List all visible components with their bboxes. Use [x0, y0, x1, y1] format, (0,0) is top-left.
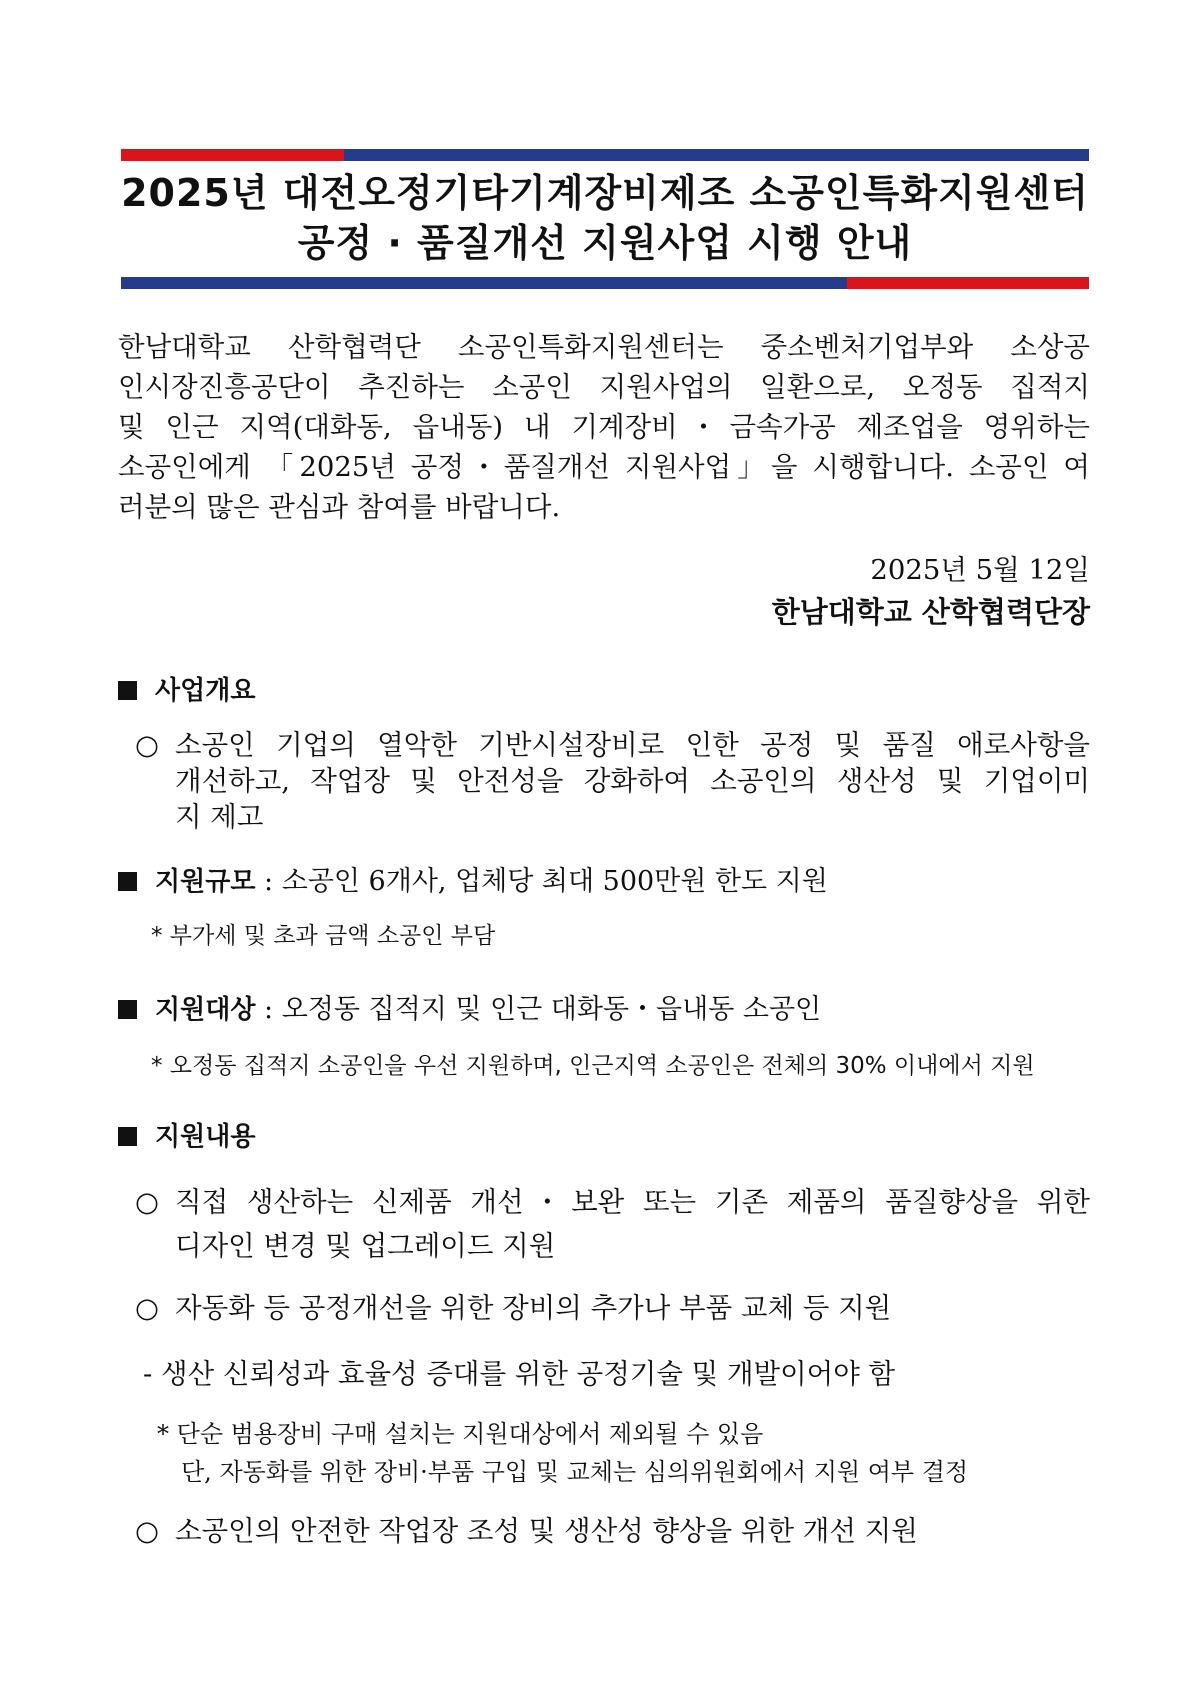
overview-line: 지 제고	[175, 801, 264, 833]
content-item-1	[135, 1180, 1090, 1268]
content-note-line-1: * 단순 범용장비 구매 설치는 지원대상에서 제외될 수 있음	[157, 1420, 764, 1448]
title-line-1: 2025년 대전오정기타기계장비제조 소공인특화지원센터	[121, 171, 1089, 215]
target-note: * 오정동 집적지 소공인을 우선 지원하며, 인근지역 소공인은 전체의 30% 이내에서 지원	[151, 1053, 1035, 1079]
issuer-signature: 한남대학교 산학협력단장	[771, 595, 1090, 629]
section-target-detail: : 오정동 집적지 및 인근 대화동・읍내동 소공인	[255, 994, 822, 1025]
content-item-1-line: 직접 생산하는 신제품 개선・보완 또는 기존 제품의 품질향상을 위한	[175, 1186, 1090, 1218]
square-bullet-icon	[118, 1127, 137, 1146]
title-line-2: 공정 · 품질개선 지원사업 시행 안내	[297, 221, 913, 265]
section-heading-text: 사업개요	[155, 676, 256, 706]
scale-note: * 부가세 및 초과 금액 소공인 부담	[151, 923, 496, 949]
title-top-bar-navy	[344, 149, 1089, 161]
circle-bullet-icon: ○	[135, 729, 159, 761]
overview-line: 소공인 기업의 열악한 기반시설장비로 인한 공정 및 품질 애로사항을	[175, 729, 1090, 761]
content-note-line-2: 단, 자동화를 위한 장비·부품 구입 및 교체는 심의위원회에서 지원 여부 결정	[181, 1458, 969, 1486]
section-heading-text: 지원내용	[155, 1122, 256, 1152]
title-bottom-bar	[121, 277, 1089, 289]
circle-bullet-icon: ○	[135, 1515, 159, 1547]
section-scale-heading	[118, 862, 828, 902]
section-overview-heading	[118, 671, 255, 711]
square-bullet-icon	[118, 1000, 137, 1019]
content-item-1-line: 디자인 변경 및 업그레이드 지원	[175, 1230, 556, 1262]
square-bullet-icon	[118, 872, 137, 891]
section-target-heading	[118, 990, 821, 1030]
intro-line: 러분의 많은 관심과 참여를 바랍니다.	[118, 491, 561, 523]
content-item-3	[135, 1513, 1090, 1549]
intro-line: 및 인근 지역(대화동, 읍내동) 내 기계장비・금속가공 제조업을 영위하는	[118, 411, 1090, 443]
intro-line: 소공인에게 「2025년 공정・품질개선 지원사업」을 시행합니다. 소공인 여	[118, 451, 1090, 483]
section-heading-text: 지원대상	[155, 995, 256, 1025]
circle-bullet-icon: ○	[135, 1186, 159, 1218]
section-scale-detail: : 소공인 6개사, 업체당 최대 500만원 한도 지원	[255, 866, 828, 897]
intro-line: 인시장진흥공단이 추진하는 소공인 지원사업의 일환으로, 오정동 집적지	[118, 371, 1090, 403]
content-item-2	[135, 1290, 1090, 1326]
title-bottom-bar-red	[847, 277, 1089, 289]
title-top-bar	[121, 149, 1089, 161]
content-item-3-text: 소공인의 안전한 작업장 조성 및 생산성 향상을 위한 개선 지원	[175, 1515, 918, 1547]
section-heading-text: 지원규모	[155, 867, 256, 897]
overview-bullet	[135, 727, 1090, 835]
title-top-bar-red	[121, 149, 344, 161]
page-title	[121, 168, 1089, 268]
issue-date: 2025년 5월 12일	[870, 554, 1090, 586]
title-bottom-bar-navy	[121, 277, 847, 289]
intro-line: 한남대학교 산학협력단 소공인특화지원센터는 중소벤처기업부와 소상공	[118, 331, 1090, 363]
square-bullet-icon	[118, 681, 137, 700]
content-dash-item: - 생산 신뢰성과 효율성 증대를 위한 공정기술 및 개발이어야 함	[143, 1358, 896, 1390]
section-content-heading	[118, 1117, 255, 1157]
content-item-2-text: 자동화 등 공정개선을 위한 장비의 추가나 부품 교체 등 지원	[175, 1292, 892, 1324]
overview-line: 개선하고, 작업장 및 안전성을 강화하여 소공인의 생산성 및 기업이미	[175, 765, 1090, 797]
intro-paragraph	[118, 327, 1090, 527]
circle-bullet-icon: ○	[135, 1292, 159, 1324]
